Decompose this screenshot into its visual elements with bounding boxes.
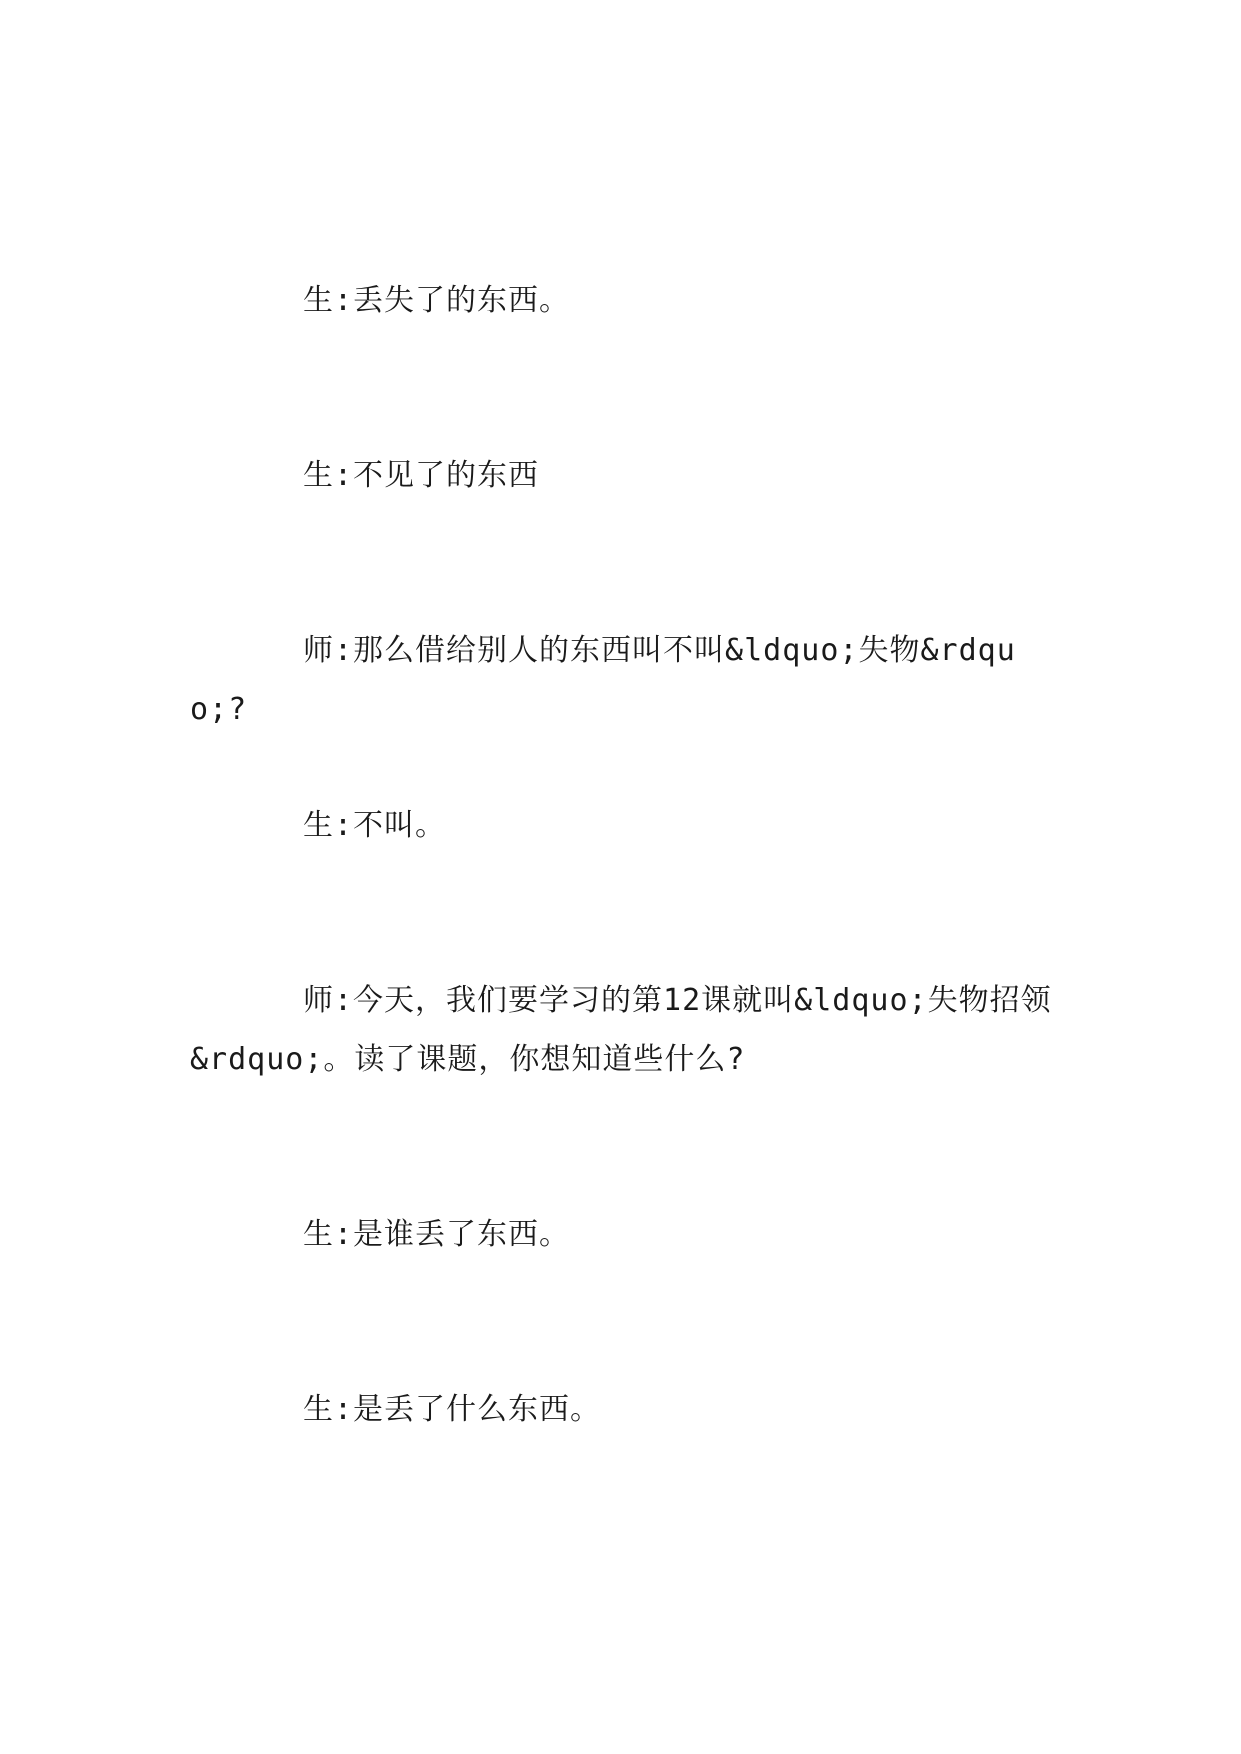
paragraph-5: 师:今天，我们要学习的第12课就叫&ldquo;失物招领&rdquo;。读了课题，你想知道些什么? <box>190 983 1052 1077</box>
paragraph-4: 生:不叫。 <box>303 808 447 843</box>
paragraph-2: 生:不见了的东西 <box>303 458 540 493</box>
paragraph-7: 生:是丢了什么东西。 <box>303 1392 602 1427</box>
paragraph-3: 师:那么借给别人的东西叫不叫&ldquo;失物&rdquo;? <box>190 633 1016 727</box>
paragraph-6: 生:是谁丢了东西。 <box>303 1217 571 1252</box>
paragraph-1: 生:丢失了的东西。 <box>303 283 571 318</box>
